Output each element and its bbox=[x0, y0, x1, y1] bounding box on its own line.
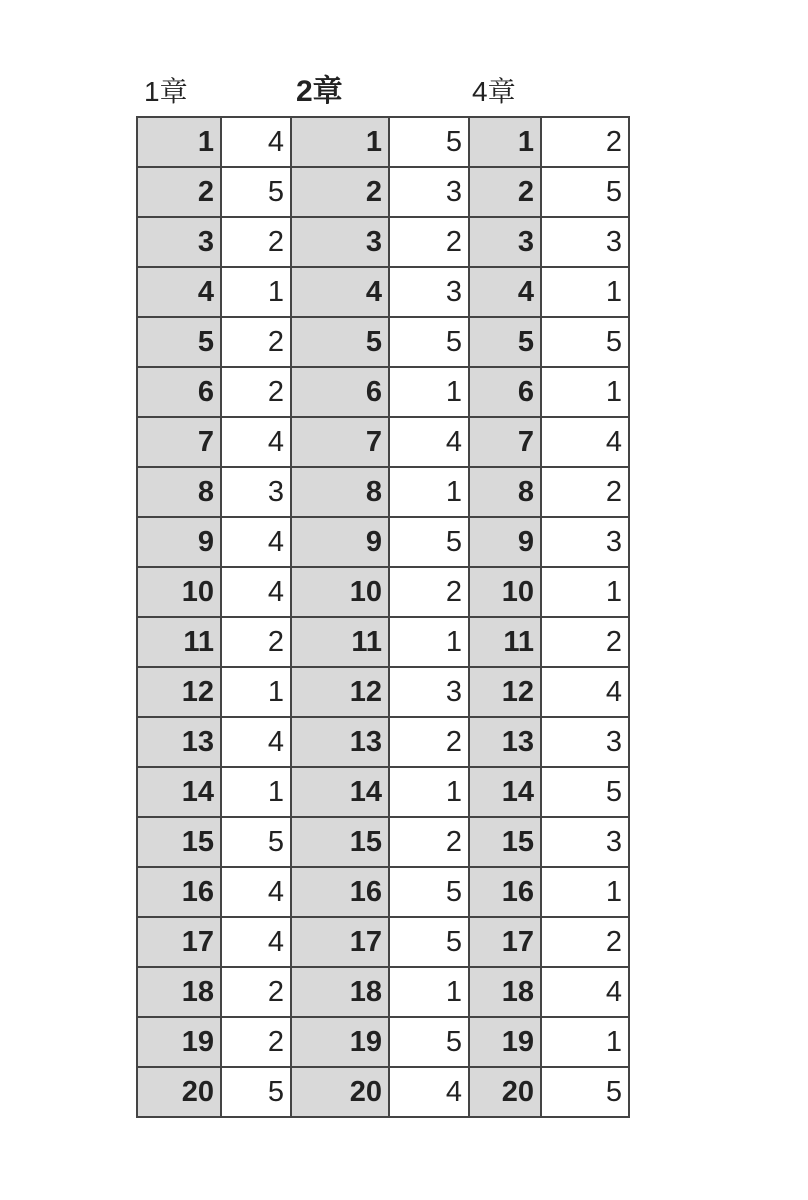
ch4-answer: 5 bbox=[541, 767, 629, 817]
ch2-question-number: 13 bbox=[291, 717, 389, 767]
ch4-answer: 3 bbox=[541, 817, 629, 867]
ch2-answer: 3 bbox=[389, 667, 469, 717]
ch4-question-number: 7 bbox=[469, 417, 541, 467]
ch4-answer: 1 bbox=[541, 1017, 629, 1067]
table-row bbox=[137, 367, 629, 417]
ch2-question-number: 19 bbox=[291, 1017, 389, 1067]
table-row bbox=[137, 667, 629, 717]
ch2-answer: 1 bbox=[389, 467, 469, 517]
ch4-answer: 2 bbox=[541, 617, 629, 667]
ch1-answer: 2 bbox=[221, 967, 291, 1017]
ch4-answer: 2 bbox=[541, 917, 629, 967]
ch1-question-number: 14 bbox=[137, 767, 221, 817]
table-row bbox=[137, 917, 629, 967]
ch1-question-number: 17 bbox=[137, 917, 221, 967]
ch1-answer: 4 bbox=[221, 417, 291, 467]
ch1-question-number: 1 bbox=[137, 117, 221, 167]
ch4-question-number: 20 bbox=[469, 1067, 541, 1117]
ch1-question-number: 10 bbox=[137, 567, 221, 617]
ch2-question-number: 3 bbox=[291, 217, 389, 267]
ch4-question-number: 14 bbox=[469, 767, 541, 817]
ch2-question-number: 18 bbox=[291, 967, 389, 1017]
ch1-answer: 1 bbox=[221, 267, 291, 317]
ch1-question-number: 6 bbox=[137, 367, 221, 417]
ch4-answer: 3 bbox=[541, 517, 629, 567]
ch4-question-number: 5 bbox=[469, 317, 541, 367]
ch1-answer: 1 bbox=[221, 767, 291, 817]
ch2-answer: 5 bbox=[389, 917, 469, 967]
ch1-answer: 2 bbox=[221, 617, 291, 667]
ch1-answer: 3 bbox=[221, 467, 291, 517]
ch2-question-number: 12 bbox=[291, 667, 389, 717]
answer-table bbox=[136, 116, 630, 1118]
ch4-question-number: 15 bbox=[469, 817, 541, 867]
table-row bbox=[137, 817, 629, 867]
ch1-answer: 1 bbox=[221, 667, 291, 717]
ch4-answer: 5 bbox=[541, 317, 629, 367]
table-row bbox=[137, 167, 629, 217]
ch1-question-number: 13 bbox=[137, 717, 221, 767]
table-row bbox=[137, 617, 629, 667]
ch2-question-number: 4 bbox=[291, 267, 389, 317]
table-row bbox=[137, 417, 629, 467]
table-row bbox=[137, 967, 629, 1017]
table-row bbox=[137, 1067, 629, 1117]
ch4-answer: 3 bbox=[541, 217, 629, 267]
ch2-answer: 2 bbox=[389, 567, 469, 617]
ch4-answer: 1 bbox=[541, 267, 629, 317]
ch4-question-number: 3 bbox=[469, 217, 541, 267]
ch1-answer: 2 bbox=[221, 1017, 291, 1067]
ch4-answer: 5 bbox=[541, 167, 629, 217]
ch2-question-number: 10 bbox=[291, 567, 389, 617]
table-row bbox=[137, 117, 629, 167]
ch1-question-number: 15 bbox=[137, 817, 221, 867]
ch1-answer: 4 bbox=[221, 567, 291, 617]
ch2-answer: 5 bbox=[389, 317, 469, 367]
table-row bbox=[137, 217, 629, 267]
ch2-question-number: 14 bbox=[291, 767, 389, 817]
ch1-answer: 4 bbox=[221, 717, 291, 767]
table-row bbox=[137, 1017, 629, 1067]
chapter-headers bbox=[136, 72, 628, 112]
ch1-answer: 5 bbox=[221, 1067, 291, 1117]
table-row bbox=[137, 717, 629, 767]
table-row bbox=[137, 767, 629, 817]
ch4-question-number: 8 bbox=[469, 467, 541, 517]
ch4-question-number: 9 bbox=[469, 517, 541, 567]
ch1-question-number: 9 bbox=[137, 517, 221, 567]
ch2-answer: 5 bbox=[389, 1017, 469, 1067]
ch2-question-number: 15 bbox=[291, 817, 389, 867]
ch2-question-number: 20 bbox=[291, 1067, 389, 1117]
table-row bbox=[137, 567, 629, 617]
ch2-question-number: 2 bbox=[291, 167, 389, 217]
ch2-answer: 2 bbox=[389, 817, 469, 867]
ch1-answer: 4 bbox=[221, 517, 291, 567]
ch1-answer: 5 bbox=[221, 817, 291, 867]
ch4-question-number: 4 bbox=[469, 267, 541, 317]
ch4-question-number: 1 bbox=[469, 117, 541, 167]
ch1-question-number: 8 bbox=[137, 467, 221, 517]
ch2-question-number: 7 bbox=[291, 417, 389, 467]
table-row bbox=[137, 267, 629, 317]
ch1-question-number: 2 bbox=[137, 167, 221, 217]
ch2-question-number: 1 bbox=[291, 117, 389, 167]
ch1-question-number: 20 bbox=[137, 1067, 221, 1117]
ch4-question-number: 2 bbox=[469, 167, 541, 217]
ch2-answer: 2 bbox=[389, 217, 469, 267]
table-row bbox=[137, 467, 629, 517]
answer-table-body bbox=[137, 117, 629, 1117]
ch2-answer: 3 bbox=[389, 267, 469, 317]
ch1-question-number: 18 bbox=[137, 967, 221, 1017]
ch1-question-number: 12 bbox=[137, 667, 221, 717]
table-row bbox=[137, 867, 629, 917]
ch4-answer: 5 bbox=[541, 1067, 629, 1117]
ch2-answer: 1 bbox=[389, 967, 469, 1017]
ch2-question-number: 6 bbox=[291, 367, 389, 417]
ch4-answer: 2 bbox=[541, 467, 629, 517]
ch4-question-number: 17 bbox=[469, 917, 541, 967]
ch4-answer: 1 bbox=[541, 867, 629, 917]
ch4-answer: 4 bbox=[541, 667, 629, 717]
table-row bbox=[137, 317, 629, 367]
ch2-answer: 4 bbox=[389, 417, 469, 467]
ch2-question-number: 9 bbox=[291, 517, 389, 567]
ch1-question-number: 4 bbox=[137, 267, 221, 317]
ch1-answer: 4 bbox=[221, 867, 291, 917]
ch1-question-number: 5 bbox=[137, 317, 221, 367]
chapter-2-header: 2章 bbox=[296, 75, 343, 108]
ch1-answer: 4 bbox=[221, 117, 291, 167]
ch4-question-number: 6 bbox=[469, 367, 541, 417]
ch4-question-number: 16 bbox=[469, 867, 541, 917]
ch1-answer: 2 bbox=[221, 317, 291, 367]
ch2-answer: 4 bbox=[389, 1067, 469, 1117]
ch4-question-number: 12 bbox=[469, 667, 541, 717]
ch2-question-number: 8 bbox=[291, 467, 389, 517]
ch2-question-number: 5 bbox=[291, 317, 389, 367]
ch2-question-number: 16 bbox=[291, 867, 389, 917]
ch4-answer: 1 bbox=[541, 367, 629, 417]
ch1-question-number: 3 bbox=[137, 217, 221, 267]
ch2-question-number: 17 bbox=[291, 917, 389, 967]
ch4-question-number: 13 bbox=[469, 717, 541, 767]
ch2-question-number: 11 bbox=[291, 617, 389, 667]
ch1-answer: 5 bbox=[221, 167, 291, 217]
ch1-question-number: 16 bbox=[137, 867, 221, 917]
ch2-answer: 2 bbox=[389, 717, 469, 767]
ch4-question-number: 18 bbox=[469, 967, 541, 1017]
chapter-1-header: 1章 bbox=[144, 76, 188, 107]
ch4-answer: 4 bbox=[541, 967, 629, 1017]
ch4-question-number: 19 bbox=[469, 1017, 541, 1067]
table-row bbox=[137, 517, 629, 567]
ch2-answer: 1 bbox=[389, 767, 469, 817]
ch1-answer: 4 bbox=[221, 917, 291, 967]
chapter-4-header: 4章 bbox=[472, 76, 516, 107]
ch4-answer: 4 bbox=[541, 417, 629, 467]
ch4-answer: 1 bbox=[541, 567, 629, 617]
ch4-answer: 3 bbox=[541, 717, 629, 767]
ch4-question-number: 10 bbox=[469, 567, 541, 617]
ch4-question-number: 11 bbox=[469, 617, 541, 667]
ch1-question-number: 19 bbox=[137, 1017, 221, 1067]
ch2-answer: 5 bbox=[389, 117, 469, 167]
ch4-answer: 2 bbox=[541, 117, 629, 167]
ch2-answer: 1 bbox=[389, 617, 469, 667]
ch2-answer: 5 bbox=[389, 867, 469, 917]
ch2-answer: 3 bbox=[389, 167, 469, 217]
ch1-answer: 2 bbox=[221, 367, 291, 417]
ch1-question-number: 11 bbox=[137, 617, 221, 667]
ch2-answer: 1 bbox=[389, 367, 469, 417]
ch2-answer: 5 bbox=[389, 517, 469, 567]
ch1-answer: 2 bbox=[221, 217, 291, 267]
ch1-question-number: 7 bbox=[137, 417, 221, 467]
